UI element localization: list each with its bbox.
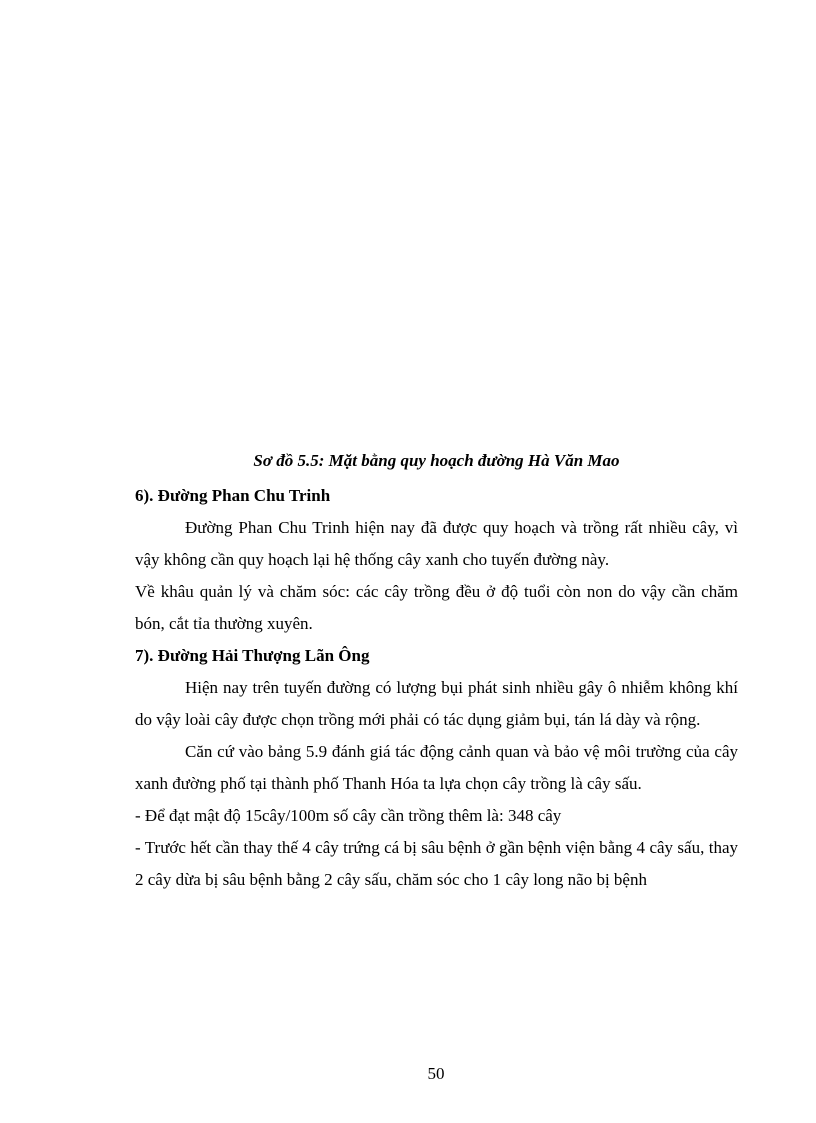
bullet-paragraph: - Trước hết cần thay thế 4 cây trứng cá bị sâu bệnh ở gần bệnh viện bằng 4 cây sấu, thay 2 cây dừa bị sâu bệnh bằng 2 cây sấu, chăm sóc cho 1 cây long não bị bệnh [135, 838, 738, 889]
figure-caption: Sơ đồ 5.5: Mặt bằng quy hoạch đường Hà Văn Mao [253, 451, 620, 470]
paragraph: Đường Phan Chu Trinh hiện nay đã được quy hoạch và trồng rất nhiều cây, vì vậy không cần quy hoạch lại hệ thống cây xanh cho tuyến đường này. [135, 518, 738, 569]
body-text [135, 480, 738, 896]
section-heading-hai-thuong-lan-ong: 7). Đường Hải Thượng Lãn Ông [135, 646, 370, 665]
page-number: 50 [427, 1064, 445, 1083]
paragraph: Về khâu quản lý và chăm sóc: các cây trồng đều ở độ tuổi còn non do vậy cần chăm bón, cắt tỉa thường xuyên. [135, 582, 738, 633]
bullet-paragraph: - Để đạt mật độ 15cây/100m số cây cần trồng thêm là: 348 cây [135, 806, 562, 825]
figure-placeholder [135, 40, 735, 435]
paragraph: Căn cứ vào bảng 5.9 đánh giá tác động cảnh quan và bảo vệ môi trường của cây xanh đường phố tại thành phố Thanh Hóa ta lựa chọn cây trồng là cây sấu. [135, 742, 738, 793]
paragraph: Hiện nay trên tuyến đường có lượng bụi phát sinh nhiều gây ô nhiễm không khí do vậy loài cây được chọn trồng mới phải có tác dụng giảm bụi, tán lá dày và rộng. [135, 678, 738, 729]
section-heading-phan-chu-trinh: 6). Đường Phan Chu Trinh [135, 486, 331, 505]
